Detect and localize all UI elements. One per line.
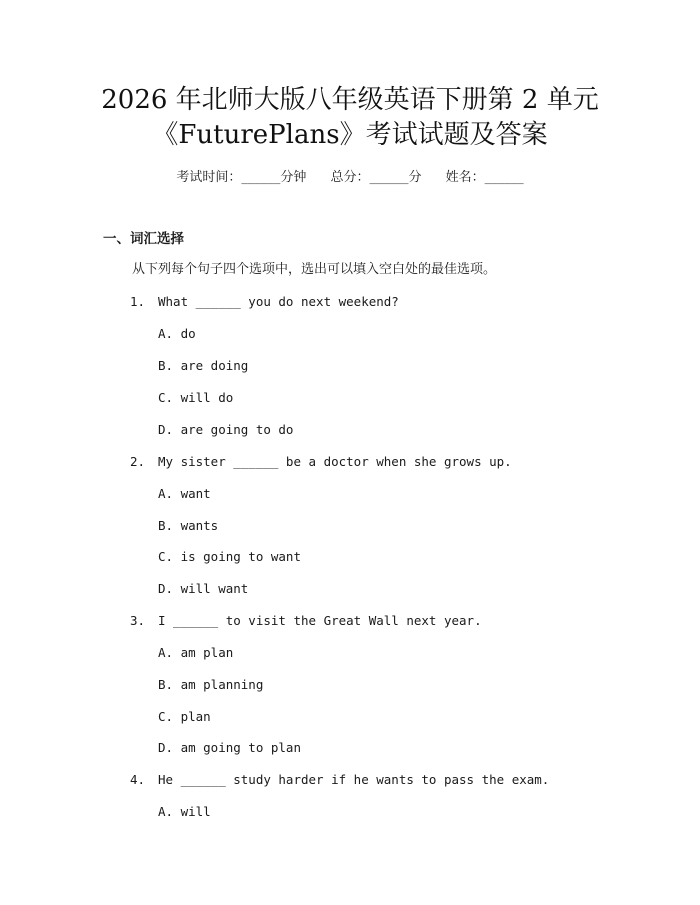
question-option: C. will do — [158, 390, 234, 405]
total-score-field: 总分：______分 — [330, 170, 422, 185]
question-option: C. is going to want — [158, 549, 301, 564]
question-option: D. will want — [158, 581, 249, 596]
exam-time-field: 考试时间：______分钟 — [176, 170, 307, 185]
question-option: C. plan — [158, 709, 211, 724]
section-instruction: 从下列每个句子四个选项中，选出可以填入空白处的最佳选项。 — [132, 262, 497, 277]
question-number: 1. — [130, 294, 146, 309]
question-option: B. are doing — [158, 358, 249, 373]
question-text: My sister ______ be a doctor when she grows up. — [158, 454, 512, 469]
question-option: A. do — [158, 326, 196, 341]
question-number: 3. — [130, 613, 146, 628]
document-title-line-1: 2026 年北师大版八年级英语下册第 2 单元 — [101, 85, 599, 115]
question-number: 4. — [130, 772, 146, 787]
question-option: A. am plan — [158, 645, 234, 660]
question-text: He ______ study harder if he wants to pass the exam. — [158, 772, 550, 787]
question-option: B. am planning — [158, 677, 264, 692]
question-option: B. wants — [158, 518, 219, 533]
question-number: 2. — [130, 454, 146, 469]
exam-meta — [0, 169, 700, 187]
student-name-field: 姓名：______ — [445, 170, 524, 185]
question-text: I ______ to visit the Great Wall next year. — [158, 613, 482, 628]
question-option: D. am going to plan — [158, 740, 301, 755]
question-option: D. are going to do — [158, 422, 294, 437]
document-title-line-2: 《FuturePlans》考试试题及答案 — [152, 120, 548, 150]
question-option: A. want — [158, 486, 211, 501]
question-option: A. will — [158, 804, 211, 819]
section-title: 一、词汇选择 — [103, 231, 184, 247]
question-text: What ______ you do next weekend? — [158, 294, 399, 309]
